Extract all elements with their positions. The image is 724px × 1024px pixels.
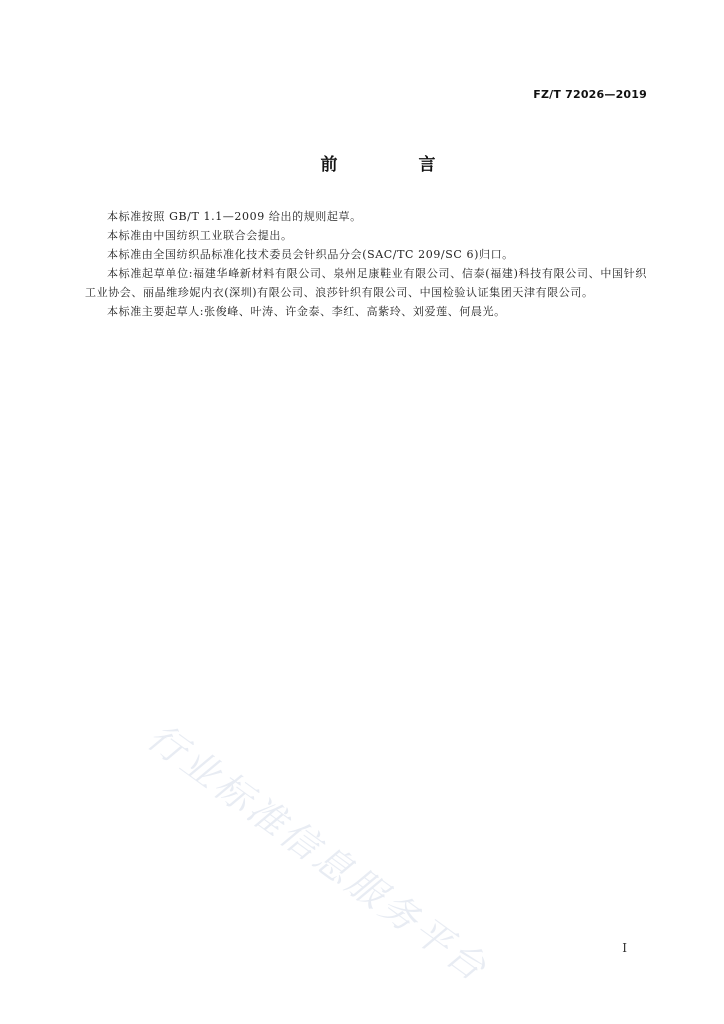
paragraph-drafting-rules: 本标准按照 GB/T 1.1—2009 给出的规则起草。 — [107, 210, 362, 223]
watermark: 行业标准信息服务平台 — [139, 715, 497, 992]
page-title: 前 言 — [320, 155, 468, 175]
paragraph-drafters: 本标准主要起草人:张俊峰、叶涛、许金泰、李红、高紫玲、刘爱莲、何晨光。 — [107, 305, 506, 318]
page-number: I — [622, 941, 627, 955]
foreword-body — [85, 207, 647, 321]
paragraph-committee: 本标准由全国纺织品标准化技术委员会针织品分会(SAC/TC 209/SC 6)归口。 — [107, 248, 514, 261]
paragraph-proposer: 本标准由中国纺织工业联合会提出。 — [107, 229, 293, 242]
standard-code: FZ/T 72026—2019 — [533, 88, 647, 101]
paragraph-drafting-units: 本标准起草单位:福建华峰新材料有限公司、泉州足康鞋业有限公司、信泰(福建)科技有限公司、中国针织工业协会、丽晶维珍妮内衣(深圳)有限公司、浪莎针织有限公司、中国检验认证集团天津有限公司。 — [85, 267, 647, 299]
